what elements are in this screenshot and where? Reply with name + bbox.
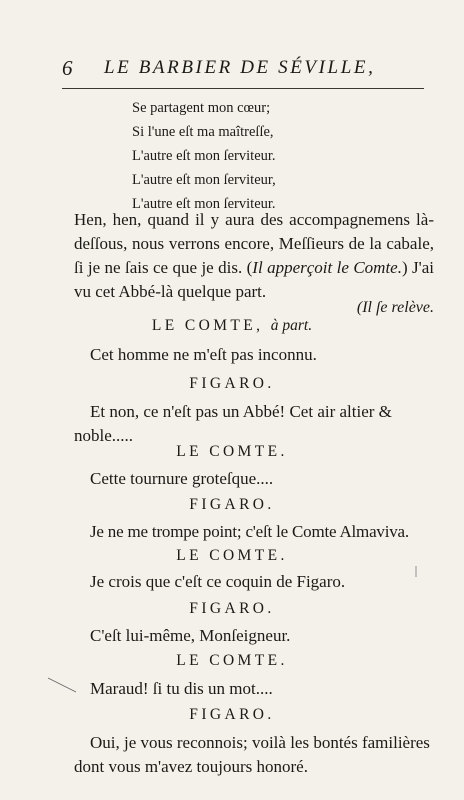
speaker-heading [0,317,464,335]
stray-ink-mark [46,674,86,696]
speech-line: C'eſt lui-même, Monſeigneur. [90,626,291,645]
verse-line: Si l'une eſt ma maîtreſſe, [132,124,274,140]
stage-direction: Il apperçoit le Comte. [252,258,402,277]
speech-line: Je ne me trompe point; c'eſt le Comte Almaviva. [90,522,409,541]
speech-line [74,731,434,779]
verse-line: Se partagent mon cœur; [132,100,271,116]
stray-ink-mark [413,565,419,579]
speech-line: Cet homme ne m'eſt pas inconnu. [90,345,317,364]
speaker-heading: FIGARO. [189,706,275,723]
stage-aside: à part. [270,317,313,334]
song-verse [132,96,392,216]
verse-line: L'autre eſt mon ſerviteur. [132,148,276,164]
speaker-heading: FIGARO. [189,496,275,513]
speaker-name: LE COMTE, [151,317,264,334]
verse-line: L'autre eſt mon ſerviteur. [132,196,276,212]
page-header [62,54,424,84]
speech-line: Je crois que c'eſt ce coquin de Figaro. [90,572,346,591]
verse-line: L'autre eſt mon ſerviteur, [132,172,276,188]
running-title: LE BARBIER DE SÉVILLE, [104,57,376,78]
monologue-text-2: ) J'ai vu cet Abbé-là quelque part. [74,258,434,301]
speech-line: Maraud! ſi tu dis un mot.... [90,679,273,698]
speech-text: Et non, ce n'eſt pas un Abbé! Cet air altier & noble..... [74,402,392,445]
speaker-heading: LE COMTE. [176,443,288,460]
speaker-heading: LE COMTE. [176,652,288,669]
speaker-heading: LE COMTE. [176,547,288,564]
speech-line [74,400,434,448]
figaro-monologue [74,208,434,304]
speech-text: Oui, je vous reconnois; voilà les bontés familières dont vous m'avez toujours honoré. [74,733,430,776]
page-number: 6 [62,56,73,80]
stage-direction-rises: (Il ſe relève. [356,299,434,316]
speech-line: Cette tournure groteſque.... [90,469,274,488]
speaker-heading: FIGARO. [189,375,275,392]
monologue-text: Hen, hen, quand il y aura des accompagnemens là-deſſous, nous verrons encore, Meſſieurs de la cabale, ſi je ne ſais ce que je dis. ( [74,210,434,277]
header-rule [62,88,424,89]
speaker-heading: FIGARO. [189,600,275,617]
